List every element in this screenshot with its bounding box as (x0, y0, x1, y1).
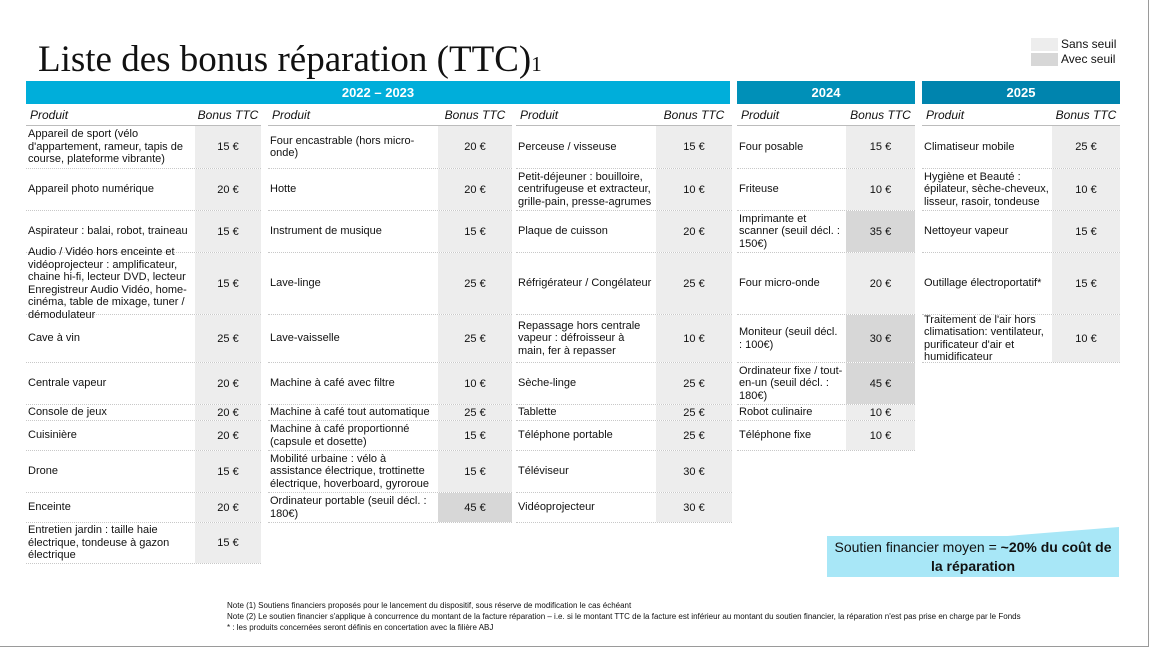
product-name: Four encastrable (hors micro-onde) (270, 134, 415, 159)
bonus-value: 25 € (438, 253, 512, 314)
table-row (268, 451, 512, 493)
bonus-value: 45 € (438, 493, 512, 522)
bonus-value: 15 € (1052, 211, 1120, 252)
product-name: Outillage électroportatif* (924, 277, 1042, 290)
table-row (516, 493, 732, 523)
header-bonus-ttc: Bonus TTC (1055, 107, 1117, 122)
product-name: Sèche-linge (518, 377, 577, 390)
product-name: Four micro-onde (739, 277, 820, 290)
table-column-5 (922, 104, 1120, 363)
table-row (268, 126, 512, 169)
product-name: Drone (28, 465, 58, 478)
product-name: Lave-linge (270, 277, 321, 290)
product-name: Imprimante et scanner (seuil décl. : 150€) (739, 212, 840, 250)
table-row (26, 363, 261, 405)
callout-financial-support (827, 536, 1119, 577)
table-row (516, 363, 732, 405)
bonus-value: 20 € (656, 211, 732, 252)
table-row (922, 169, 1120, 211)
legend (1031, 37, 1116, 67)
bonus-value: 30 € (656, 451, 732, 492)
bonus-value: 15 € (438, 211, 512, 252)
bonus-value: 10 € (846, 421, 915, 450)
table-row (922, 211, 1120, 253)
product-name: Aspirateur : balai, robot, traineau (28, 225, 188, 238)
product-name: Friteuse (739, 183, 779, 196)
table-row (516, 211, 732, 253)
table-row (737, 421, 915, 451)
table-row (516, 315, 732, 363)
table-row (268, 211, 512, 253)
bonus-value: 20 € (438, 169, 512, 210)
product-name: Traitement de l'air hors climatisation: ventilateur, purificateur d'air et humidificateur (924, 313, 1044, 363)
footnote-1: Note (1) Soutiens financiers proposés pour le lancement du dispositif, sous réserve de modification le cas échéant (227, 601, 632, 610)
bonus-value: 20 € (438, 126, 512, 168)
table-row (268, 421, 512, 451)
header-produit: Produit (926, 107, 965, 122)
table-row (268, 405, 512, 421)
bonus-value: 10 € (1052, 315, 1120, 362)
band-2022-2023: 2022 – 2023 (26, 81, 730, 104)
callout-emphasis: ~20% du coût de la réparation (930, 538, 1112, 574)
product-name: Console de jeux (28, 406, 107, 419)
bonus-value: 25 € (656, 405, 732, 420)
bonus-value: 45 € (846, 363, 915, 404)
bonus-value: 15 € (1052, 253, 1120, 314)
product-name: Ordinateur fixe / tout-en-un (seuil décl. : 180€) (739, 364, 843, 402)
bonus-value: 15 € (195, 451, 261, 492)
product-name: Centrale vapeur (28, 377, 107, 390)
table-row (922, 253, 1120, 315)
table-row (516, 126, 732, 169)
bonus-value: 10 € (846, 169, 915, 210)
product-name: Hotte (270, 183, 297, 196)
bonus-value: 20 € (195, 421, 261, 450)
product-name: Appareil de sport (vélo d'appartement, rameur, tapis de course, plateforme vibrante) (28, 128, 183, 166)
table-column-3 (516, 104, 732, 523)
table-column-1 (26, 104, 261, 564)
table-header (516, 104, 732, 126)
table-column-2 (268, 104, 512, 523)
product-name: Téléphone fixe (739, 429, 812, 442)
page-title: Liste des bonus réparation (TTC)$^1$ (38, 39, 542, 80)
legend-swatch-sans-seuil (1031, 38, 1058, 51)
product-name: Instrument de musique (270, 225, 382, 238)
product-name: Ordinateur portable (seuil décl. : 180€) (270, 495, 427, 520)
table-row (516, 253, 732, 315)
table-row (26, 315, 261, 363)
product-name: Hygiène et Beauté : épilateur, sèche-cheveux, lisseur, rasoir, tondeuse (924, 170, 1049, 208)
product-name: Cuisinière (28, 429, 77, 442)
bonus-value: 30 € (656, 493, 732, 522)
table-row (26, 451, 261, 493)
legend-item-sans-seuil (1031, 37, 1116, 51)
header-produit: Produit (30, 107, 69, 122)
table-row (516, 451, 732, 493)
bonus-value: 15 € (195, 126, 261, 168)
product-name: Repassage hors centrale vapeur : défroisseur à main, fer à repasser (518, 319, 641, 357)
bonus-value: 25 € (1052, 126, 1120, 168)
table-row (737, 405, 915, 421)
bonus-value: 20 € (195, 363, 261, 404)
product-name: Audio / Vidéo hors enceinte et vidéoprojecteur : amplificateur, chaine hi-fi, lecteur DVD, lecteur Enregistreur Audio Vidéo, home-cinéma, table de mixage, tuner / démodulateur (28, 246, 187, 321)
table-row (516, 421, 732, 451)
table-row (737, 211, 915, 253)
table-header (922, 104, 1120, 126)
header-bonus-ttc: Bonus TTC (663, 107, 725, 122)
bonus-value: 25 € (656, 363, 732, 404)
bonus-value: 20 € (846, 253, 915, 314)
footnotes (227, 600, 1021, 633)
header-produit: Produit (741, 107, 780, 122)
product-name: Appareil photo numérique (28, 183, 154, 196)
table-row (737, 363, 915, 405)
table-row (26, 169, 261, 211)
table-row (268, 253, 512, 315)
table-row (268, 363, 512, 405)
table-row (268, 169, 512, 211)
bonus-value: 15 € (846, 126, 915, 168)
table-row (26, 523, 261, 564)
table-header (737, 104, 915, 126)
table-row (26, 493, 261, 523)
title-footnote-mark: 1 (531, 52, 542, 76)
product-name: Robot culinaire (739, 406, 813, 419)
bonus-value: 15 € (195, 523, 261, 563)
legend-label: Avec seuil (1061, 52, 1116, 66)
table-row (26, 246, 261, 321)
table-row (516, 169, 732, 211)
product-name: Machine à café tout automatique (270, 406, 430, 419)
header-bonus-ttc: Bonus TTC (444, 107, 506, 122)
product-name: Entretien jardin : taille haie électrique, tondeuse à gazon électrique (28, 524, 170, 562)
bonus-value: 20 € (195, 405, 261, 420)
product-name: Téléphone portable (518, 429, 613, 442)
header-bonus-ttc: Bonus TTC (850, 107, 911, 122)
bonus-value: 15 € (656, 126, 732, 168)
table-row (268, 315, 512, 363)
table-row (737, 315, 915, 363)
header-produit: Produit (520, 107, 559, 122)
bonus-value: 15 € (195, 253, 261, 314)
table-column-4 (737, 104, 915, 451)
bonus-value: 25 € (438, 315, 512, 362)
product-name: Lave-vaisselle (270, 332, 340, 345)
product-name: Climatiseur mobile (924, 140, 1015, 153)
table-row (922, 126, 1120, 169)
table-row (26, 126, 261, 169)
table-row (737, 126, 915, 169)
product-name: Perceuse / visseuse (518, 140, 617, 153)
legend-item-avec-seuil (1031, 52, 1116, 66)
bonus-value: 35 € (846, 211, 915, 252)
bonus-value: 10 € (656, 169, 732, 210)
table-row (268, 493, 512, 523)
product-name: Téléviseur (518, 465, 569, 478)
bonus-value: 20 € (195, 493, 261, 522)
table-row (26, 405, 261, 421)
bonus-value: 25 € (195, 315, 261, 362)
table-row (737, 169, 915, 211)
footnote-star: * : les produits concernées seront définis en concertation avec la filière ABJ (227, 623, 494, 632)
product-name: Four posable (739, 140, 804, 153)
bonus-value: 25 € (656, 421, 732, 450)
bonus-value: 25 € (438, 405, 512, 420)
table-row (737, 253, 915, 315)
product-name: Nettoyeur vapeur (924, 225, 1009, 238)
product-name: Petit-déjeuner : bouilloire, centrifugeuse et extracteur, grille-pain, presse-agrumes (518, 170, 652, 208)
product-name: Moniteur (seuil décl. : 100€) (739, 326, 838, 351)
header-bonus-ttc: Bonus TTC (197, 107, 259, 122)
table-row (26, 421, 261, 451)
legend-label: Sans seuil (1061, 37, 1117, 51)
product-name: Réfrigérateur / Congélateur (518, 277, 652, 290)
bonus-value: 10 € (1052, 169, 1120, 210)
callout-text (827, 538, 1119, 576)
bonus-value: 25 € (656, 253, 732, 314)
product-name: Tablette (518, 406, 557, 419)
product-name: Vidéoprojecteur (518, 501, 595, 514)
footnote-2: Note (2) Le soutien financier s'applique à concurrence du montant de la facture réparation – i.e. si le montant TTC de la facture est inférieur au montant du soutien financier, la réparation n'est pas prise en charge par le Fonds (227, 612, 1021, 621)
product-name: Plaque de cuisson (518, 225, 608, 238)
product-name: Mobilité urbaine : vélo à assistance électrique, trottinette électrique, hoverboard, gyroroue (270, 452, 429, 490)
product-name: Cave à vin (28, 332, 80, 345)
product-name: Machine à café proportionné (capsule et dosette) (270, 423, 410, 448)
bonus-value: 10 € (438, 363, 512, 404)
band-2025: 2025 (922, 81, 1120, 104)
bonus-value: 20 € (195, 169, 261, 210)
table-row (516, 405, 732, 421)
bonus-value: 15 € (438, 451, 512, 492)
product-name: Machine à café avec filtre (270, 377, 395, 390)
product-name: Enceinte (28, 501, 71, 514)
legend-swatch-avec-seuil (1031, 53, 1058, 66)
table-header (268, 104, 512, 126)
bonus-value: 10 € (846, 405, 915, 420)
bonus-value: 30 € (846, 315, 915, 362)
band-2024: 2024 (737, 81, 915, 104)
bonus-value: 10 € (656, 315, 732, 362)
bonus-value: 15 € (195, 211, 261, 252)
bonus-value: 15 € (438, 421, 512, 450)
table-header (26, 104, 261, 126)
header-produit: Produit (272, 107, 311, 122)
table-row (922, 315, 1120, 363)
callout-prefix: Soutien financier moyen = (834, 538, 1001, 555)
